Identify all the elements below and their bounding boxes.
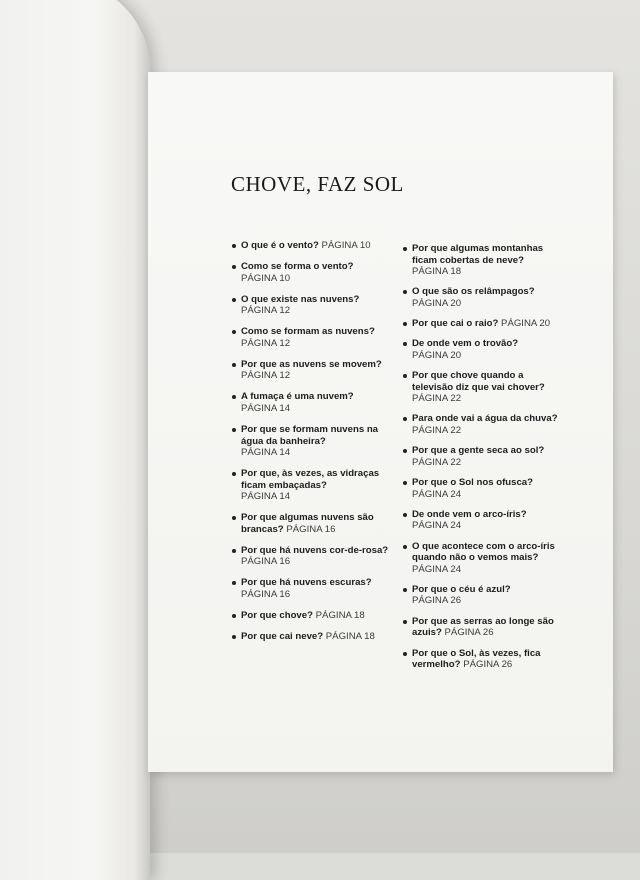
bullet-icon — [232, 581, 236, 585]
bullet-icon — [403, 545, 407, 549]
list-item — [403, 413, 561, 436]
list-item — [232, 545, 392, 568]
left-page — [0, 0, 150, 880]
page-ref: PÁGINA 18 — [325, 631, 375, 643]
bullet-icon — [232, 635, 236, 639]
question-text: Por que o Sol, às vezes, fica vermelho? — [412, 647, 541, 671]
bullet-icon — [403, 481, 407, 485]
page-ref: PÁGINA 22 — [412, 393, 462, 405]
bullet-icon — [403, 449, 407, 453]
list-item — [403, 318, 561, 330]
page-ref: PÁGINA 14 — [241, 402, 291, 414]
list-item — [232, 359, 392, 382]
bullet-icon — [403, 652, 407, 656]
bullet-icon — [232, 265, 236, 269]
page-ref: PÁGINA 26 — [412, 595, 462, 607]
list-item — [403, 370, 561, 405]
page-ref: PÁGINA 16 — [241, 588, 291, 600]
list-item — [232, 512, 392, 535]
list-item — [232, 294, 392, 317]
page-ref: PÁGINA 20 — [412, 297, 462, 309]
bullet-icon — [403, 513, 407, 517]
question-text: Por que chove? — [241, 610, 313, 622]
page-ref: PÁGINA 16 — [286, 523, 336, 535]
question-text: Por que, às vezes, as vidraças ficam embaçadas? — [241, 468, 380, 491]
bullet-icon — [403, 588, 407, 592]
question-text: Como se formam as nuvens? — [241, 326, 375, 338]
page-ref: PÁGINA 24 — [412, 520, 462, 532]
list-item — [232, 610, 392, 622]
list-item — [232, 424, 392, 459]
page-ref: PÁGINA 22 — [412, 424, 462, 436]
list-item — [403, 477, 561, 500]
page-ref: PÁGINA 12 — [241, 305, 291, 317]
bullet-icon — [403, 620, 407, 624]
list-item — [403, 338, 561, 361]
page-ref: PÁGINA 12 — [241, 370, 291, 382]
question-text: Por que cai o raio? — [412, 318, 499, 330]
question-text: Para onde vai a água da chuva? — [412, 413, 558, 425]
list-item — [403, 616, 561, 639]
bullet-icon — [232, 244, 236, 248]
question-text: Por que o Sol nos ofusca? — [412, 477, 533, 489]
list-item — [232, 468, 392, 503]
question-text: Por que a gente seca ao sol? — [412, 445, 545, 457]
bullet-icon — [232, 363, 236, 367]
bullet-icon — [403, 417, 407, 421]
bullet-icon — [232, 549, 236, 553]
page-ref: PÁGINA 26 — [444, 627, 494, 639]
bullet-icon — [232, 330, 236, 334]
question-text: Por que há nuvens escuras? — [241, 577, 372, 589]
bullet-icon — [232, 472, 236, 476]
question-text: Por que algumas montanhas ficam cobertas de neve? — [412, 243, 544, 266]
bullet-icon — [232, 298, 236, 302]
list-item — [403, 541, 561, 576]
question-text: O que são os relâmpagos? — [412, 286, 535, 298]
page-ref: PÁGINA 22 — [412, 456, 462, 468]
question-text: O que existe nas nuvens? — [241, 293, 360, 305]
page-ref: PÁGINA 24 — [412, 563, 462, 575]
page-ref: PÁGINA 20 — [501, 318, 551, 330]
question-text: De onde vem o trovão? — [412, 338, 519, 350]
bullet-icon — [403, 247, 407, 251]
list-item — [403, 243, 561, 278]
question-text: Por que as nuvens se movem? — [241, 358, 382, 370]
question-text: Por que cai neve? — [241, 631, 324, 643]
question-text: Por que algumas nuvens são brancas? — [241, 512, 374, 535]
question-text: A fumaça é uma nuvem? — [241, 391, 354, 403]
page-ref: PÁGINA 18 — [412, 266, 462, 277]
list-item — [232, 631, 392, 643]
page-ref: PÁGINA 12 — [241, 337, 291, 349]
left-column-list — [232, 240, 392, 652]
list-item — [403, 286, 561, 309]
question-text: O que é o vento? — [241, 240, 319, 251]
question-text: Como se forma o vento? — [241, 261, 354, 273]
list-item — [232, 261, 392, 284]
bullet-icon — [403, 290, 407, 294]
question-text: Por que chove quando a televisão diz que vai chover? — [412, 370, 545, 393]
page-ref: PÁGINA 14 — [241, 447, 291, 459]
question-text: O que acontece com o arco-íris quando não o vemos mais? — [412, 540, 555, 564]
list-item — [403, 648, 561, 671]
list-item — [403, 445, 561, 468]
list-item — [232, 577, 392, 600]
bullet-icon — [403, 342, 407, 346]
bullet-icon — [403, 322, 407, 326]
page-ref: PÁGINA 24 — [412, 488, 462, 500]
bullet-icon — [232, 614, 236, 618]
list-item — [403, 509, 561, 532]
question-text: Por que o céu é azul? — [412, 583, 511, 595]
question-text: Por que as serras ao longe são azuis? — [412, 615, 554, 639]
right-column-list — [403, 243, 561, 679]
list-item — [232, 326, 392, 349]
list-item — [232, 240, 392, 252]
list-item — [232, 391, 392, 414]
list-item — [403, 584, 561, 607]
question-text: Por que há nuvens cor-de-rosa? — [241, 544, 389, 556]
page-ref: PÁGINA 14 — [241, 491, 291, 503]
page-ref: PÁGINA 18 — [315, 610, 365, 622]
question-text: De onde vem o arco-íris? — [412, 508, 527, 520]
page-title: CHOVE, FAZ SOL — [231, 172, 404, 196]
page-ref: PÁGINA 10 — [241, 272, 291, 284]
bullet-icon — [232, 428, 236, 432]
page-ref: PÁGINA 26 — [463, 659, 513, 671]
bullet-icon — [403, 374, 407, 378]
page-ref: PÁGINA 20 — [412, 349, 462, 361]
question-text: Por que se formam nuvens na água da banheira? — [241, 424, 379, 447]
bullet-icon — [232, 395, 236, 399]
bullet-icon — [232, 516, 236, 520]
page-ref: PÁGINA 10 — [321, 240, 371, 251]
page-ref: PÁGINA 16 — [241, 556, 291, 568]
